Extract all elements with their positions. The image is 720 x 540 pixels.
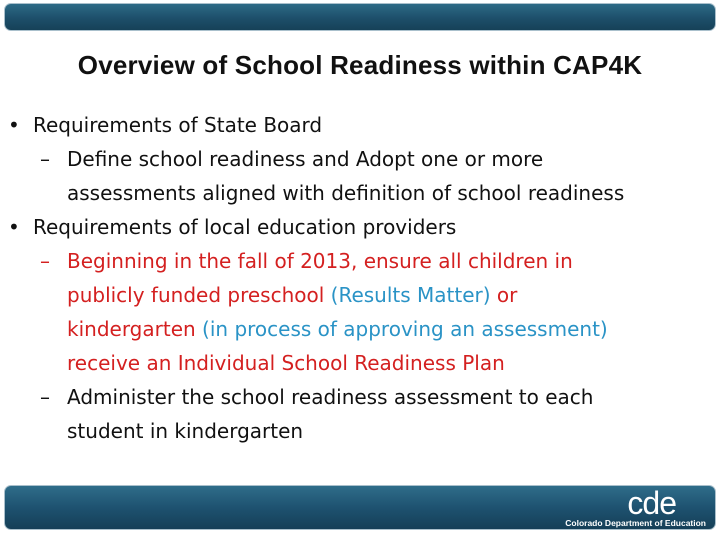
bullet-text: Requirements of local education providers <box>33 215 457 239</box>
cde-logo <box>546 485 706 528</box>
dash-marker: – <box>40 147 50 171</box>
sub-bullet-line-red: receive an Individual School Readiness Plan <box>67 351 505 375</box>
cde-logo-text: Colorado Department of Education <box>565 518 706 528</box>
sub-bullet-line: Define school readiness and Adopt one or more <box>67 147 544 171</box>
sub-bullet-line-red: kindergarten <box>67 317 203 341</box>
cde-logo-mark: cde <box>627 485 676 521</box>
sub-bullet-line-red: publicly funded preschool <box>67 283 331 307</box>
bullet-local-providers <box>0 210 720 244</box>
bullet-marker: • <box>8 215 20 239</box>
assessment-approval-note: (in process of approving an assessment) <box>202 317 608 341</box>
dash-marker: – <box>40 249 50 273</box>
sub-bullet-line: student in kindergarten <box>67 419 304 443</box>
sub-bullet-line: Beginning in the fall of 2013, ensure all children in <box>67 249 573 273</box>
header-band <box>4 3 716 31</box>
bullet-state-board <box>0 108 720 142</box>
dash-marker: – <box>40 385 50 409</box>
sub-bullet-administer-assessment <box>0 380 720 448</box>
sub-bullet-line-red: or <box>490 283 518 307</box>
sub-bullet-line: assessments aligned with definition of school readiness <box>67 181 625 205</box>
sub-bullet-define-readiness <box>0 142 720 210</box>
slide-title: Overview of School Readiness within CAP4K <box>77 50 643 80</box>
sub-bullet-readiness-plan <box>0 244 720 380</box>
sub-bullet-line: Administer the school readiness assessment to each <box>67 385 594 409</box>
bullet-text: Requirements of State Board <box>33 113 323 137</box>
bullet-marker: • <box>8 113 20 137</box>
slide-content <box>0 108 720 448</box>
results-matter-note: (Results Matter) <box>330 283 491 307</box>
